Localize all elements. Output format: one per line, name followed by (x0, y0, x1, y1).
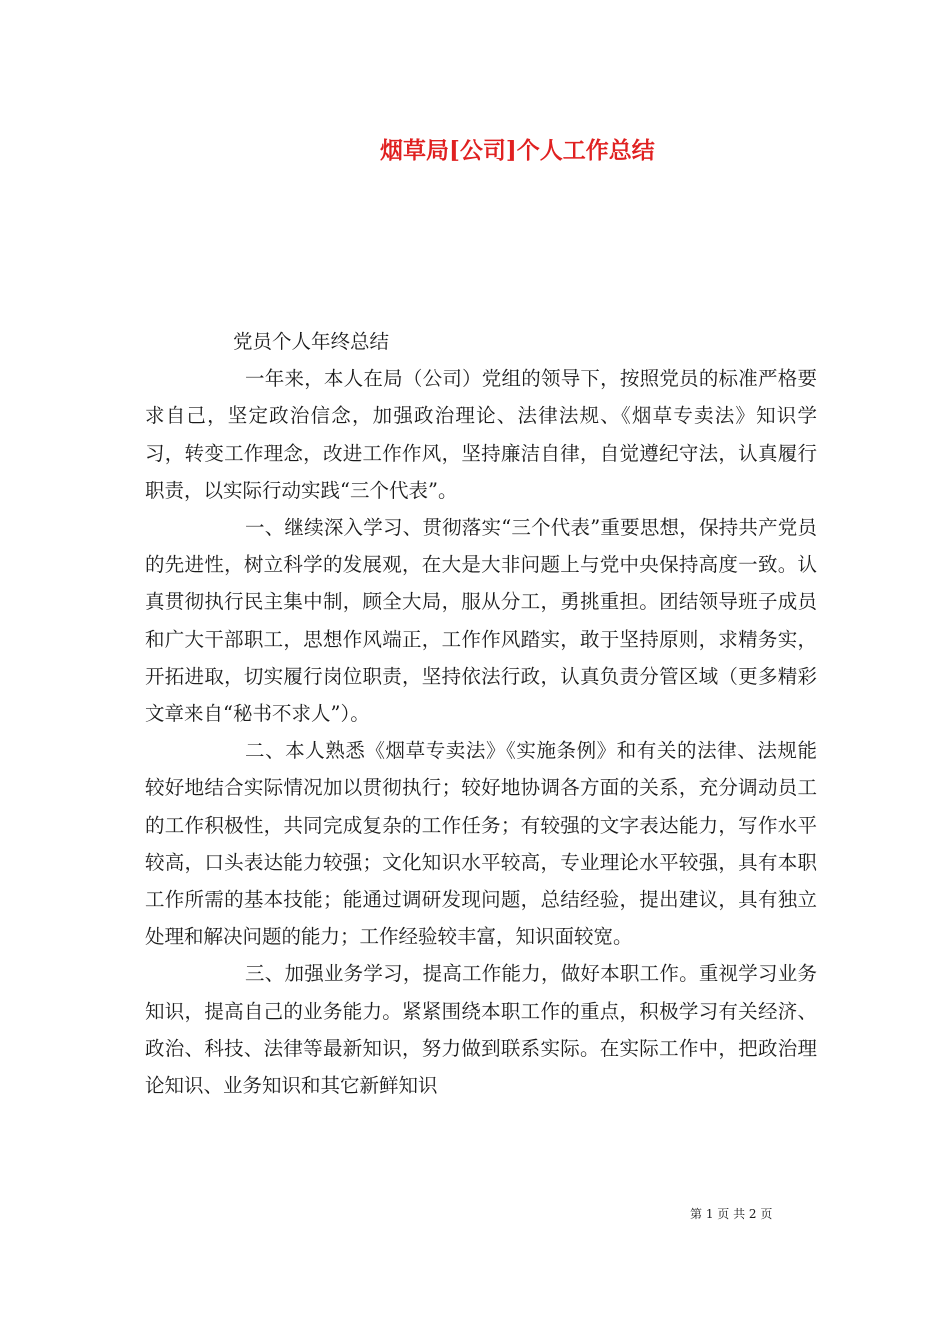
document-subheading: 党员个人年终总结 (233, 330, 390, 353)
document-title: 烟草局[公司]个人工作总结 (380, 137, 655, 164)
paragraph-intro: 一年来，本人在局（公司）党组的领导下，按照党员的标准严格要求自己，坚定政治信念，加强政治理论、法律法规、《烟草专卖法》知识学习，转变工作理念，改进工作作风，坚持廉洁自律，自觉遵纪守法，认真履行职责，以实际行动实践“三个代表”。 (145, 367, 817, 502)
paragraph-section-3: 三、加强业务学习，提高工作能力，做好本职工作。重视学习业务知识，提高自己的业务能力。紧紧围绕本职工作的重点，积极学习有关经济、政治、科技、法律等最新知识，努力做到联系实际。在实际工作中，把政治理论知识、业务知识和其它新鲜知识 (145, 962, 817, 1098)
document-body (145, 323, 817, 1104)
page-number-footer: 第 1 页 共 2 页 (690, 1207, 773, 1221)
paragraph-section-2: 二、本人熟悉《烟草专卖法》《实施条例》和有关的法律、法规能较好地结合实际情况加以贯彻执行；较好地协调各方面的关系，充分调动员工的工作积极性，共同完成复杂的工作任务；有较强的文字表达能力，写作水平较高，口头表达能力较强；文化知识水平较高，专业理论水平较强，具有本职工作所需的基本技能；能通过调研发现问题，总结经验，提出建议，具有独立处理和解决问题的能力；工作经验较丰富，知识面较宽。 (145, 739, 817, 949)
paragraph-section-1: 一、继续深入学习、贯彻落实“三个代表”重要思想，保持共产党员的先进性，树立科学的发展观，在大是大非问题上与党中央保持高度一致。认真贯彻执行民主集中制，顾全大局，服从分工，勇挑重担。团结领导班子成员和广大干部职工，思想作风端正，工作作风踏实，敢于坚持原则，求精务实，开拓进取，切实履行岗位职责，坚持依法行政，认真负责分管区域（更多精彩文章来自“秘书不求人”）。 (145, 516, 817, 726)
